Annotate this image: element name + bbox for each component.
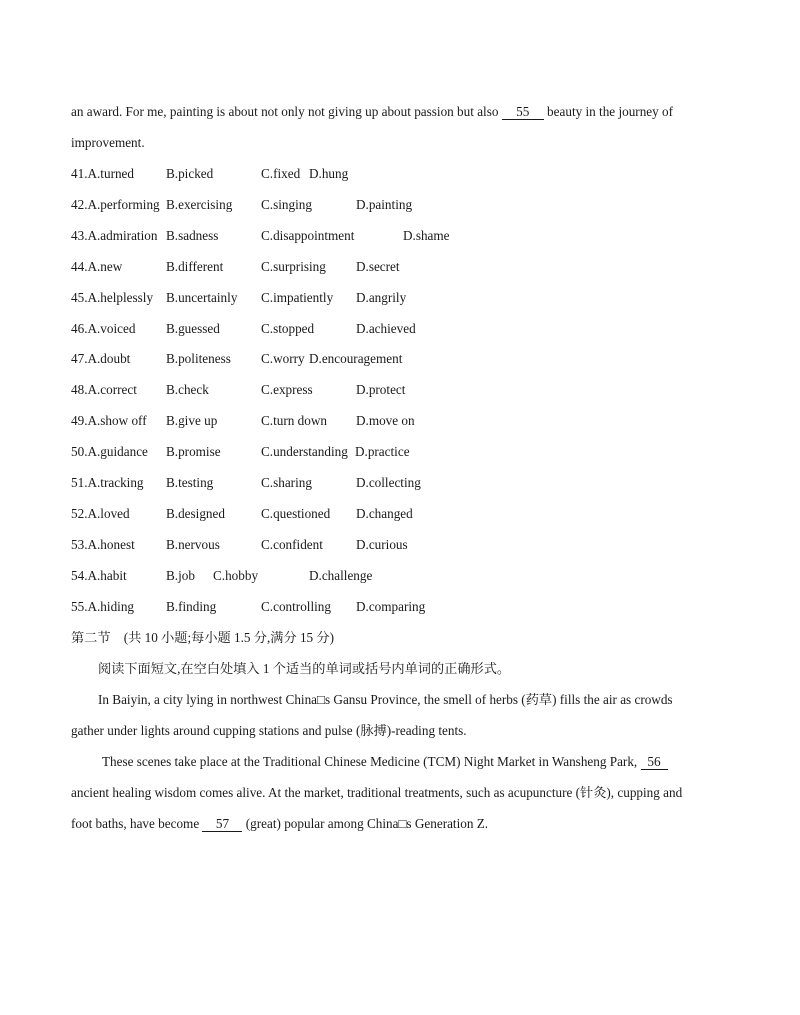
passage-text: (great) popular among China□s Generation Z. [242,816,489,831]
option-d: D.protect [356,382,406,398]
option-c: C.questioned [261,505,331,521]
option-c: C.fixed [261,166,301,181]
option-b: B.guessed [166,320,220,336]
option-row [71,350,571,368]
option-row [71,289,571,307]
section-2-title: 第二节 (共 10 小题;每小题 1.5 分,满分 15 分) [71,630,335,645]
option-a: 44.A.new [71,258,123,274]
option-d: D.curious [356,536,408,552]
option-b: B.different [166,258,224,274]
option-b: B.finding [166,598,217,614]
blank-56: 56 [641,754,668,770]
option-d: D.practice [355,444,410,460]
option-a: 48.A.correct [71,382,137,398]
option-a: 42.A.performing [71,196,160,212]
option-d: D.challenge [309,567,373,583]
option-a: 45.A.helplessly [71,289,154,305]
option-row [71,196,571,214]
option-row [71,412,571,430]
option-d: D.changed [356,505,413,521]
option-a: 51.A.tracking [71,475,144,490]
option-b: B.testing [166,475,214,490]
passage-text: beauty in the journey of [543,104,674,119]
option-d: D.painting [356,196,413,212]
option-b: B.uncertainly [166,289,238,305]
option-d: D.collecting [356,475,421,490]
option-d: D.achieved [356,320,416,336]
paragraph-2-line-3 [71,815,488,833]
option-row [71,505,571,523]
passage-line-2: improvement. [71,135,145,150]
passage-text: foot baths, have become [71,816,203,831]
option-d: D.shame [403,227,450,243]
blank-55: 55 [502,104,544,120]
option-a: 49.A.show off [71,413,147,429]
option-c: C.turn down [261,413,327,429]
option-d: D.encouragement [309,351,403,367]
option-b: B.give up [166,413,218,429]
paragraph-1-line-1: In Baiyin, a city lying in northwest China□s Gansu Province, the smell of herbs (药草) fills the air as crowds [98,692,673,707]
option-row [71,598,571,616]
option-a: 53.A.honest [71,536,135,552]
option-a: 46.A.voiced [71,320,136,336]
option-a: 55.A.hiding [71,598,135,614]
option-row [71,567,571,585]
option-c: C.disappointment [261,227,355,243]
option-c: C.confident [261,536,323,552]
option-d: D.angrily [356,289,407,305]
paragraph-1-line-2: gather under lights around cupping stations and pulse (脉搏)-reading tents. [71,723,467,738]
option-b: B.designed [166,505,225,521]
option-row [71,320,571,338]
option-d: D.secret [356,258,400,274]
option-row [71,165,571,183]
option-a: 47.A.doubt [71,351,131,367]
option-c: C.controlling [261,598,331,614]
option-c: C.impatiently [261,289,334,305]
option-b: B.check [166,382,209,398]
section-2-instruction: 阅读下面短文,在空白处填入 1 个适当的单词或括号内单词的正确形式。 [98,661,511,676]
option-row [71,536,571,554]
option-a: 41.A.turned [71,166,134,181]
option-b: B.politeness [166,351,231,367]
option-c: C.surprising [261,258,326,274]
blank-57: 57 [202,816,242,832]
passage-line-1 [71,103,673,121]
option-b: B.nervous [166,536,220,552]
option-b: B.exercising [166,196,233,212]
option-d: D.hung [309,166,349,181]
option-c: C.understanding [261,444,348,460]
option-c: C.singing [261,196,312,212]
option-b: B.promise [166,444,221,460]
option-row [71,443,571,461]
passage-text: an award. For me, painting is about not only not giving up about passion but also [71,104,502,119]
option-d: D.move on [356,413,415,429]
option-row [71,258,571,276]
option-a: 52.A.loved [71,505,130,521]
option-a: 43.A.admiration [71,227,158,243]
paragraph-2-line-1 [102,753,668,771]
option-c: C.hobby [213,567,259,583]
option-b: B.job [166,567,195,583]
option-a: 50.A.guidance [71,444,148,460]
option-d: D.comparing [356,598,426,614]
option-a: 54.A.habit [71,567,127,583]
option-row [71,227,571,245]
option-row [71,474,571,492]
option-b: B.sadness [166,227,219,243]
option-c: C.worry [261,351,305,367]
passage-text: These scenes take place at the Traditional Chinese Medicine (TCM) Night Market in Wansheng Park, [102,754,641,769]
option-c: C.sharing [261,475,312,490]
option-c: C.express [261,382,313,398]
paragraph-2-line-2: ancient healing wisdom comes alive. At the market, traditional treatments, such as acupuncture (针灸), cupping and [71,785,683,800]
option-row [71,381,571,399]
option-b: B.picked [166,166,214,181]
option-c: C.stopped [261,320,315,336]
